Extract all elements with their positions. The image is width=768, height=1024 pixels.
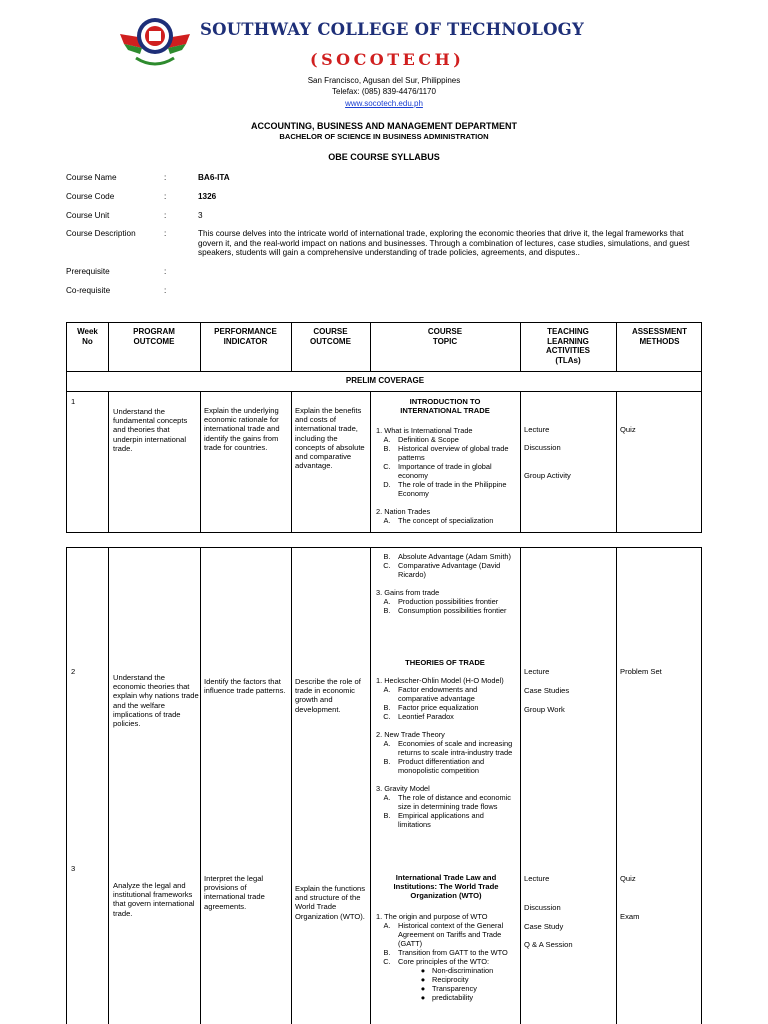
- week-2-topic-list: [376, 676, 518, 829]
- week-1-topic-continued: [376, 552, 518, 615]
- topic-subitem: C. Importance of trade in global economy: [383, 462, 492, 480]
- week-1-tla-discussion: Discussion: [524, 443, 561, 452]
- week-2-course-outcome: Describe the role of trade in economic growth and development.: [295, 677, 361, 714]
- topic-subitem: B. Consumption possibilities frontier: [383, 606, 507, 615]
- topic-subitem: C. Comparative Advantage (David Ricardo): [383, 561, 501, 579]
- document-title: OBE COURSE SYLLABUS: [328, 152, 440, 162]
- colon: :: [164, 229, 167, 238]
- course-code-label: Course Code: [66, 192, 115, 201]
- colon: :: [164, 211, 167, 220]
- topic-subitem: B. Factor price equalization: [383, 703, 479, 712]
- week-2-topic-title: THEORIES OF TRADE: [405, 658, 485, 667]
- topic-subitem: B. Empirical applications and limitations: [383, 811, 484, 829]
- college-logo: [116, 12, 194, 70]
- week-3-topic-title: International Trade Law and Institutions: The World Trade Organization (WTO): [393, 873, 499, 901]
- program-title: BACHELOR OF SCIENCE IN BUSINESS ADMINISTRATION: [279, 132, 489, 141]
- colon: :: [164, 192, 167, 201]
- colon: :: [164, 286, 167, 295]
- header-week: Week No: [77, 327, 98, 346]
- header-performance-indicator: PERFORMANCE INDICATOR: [214, 327, 277, 346]
- week-3-assessment-exam: Exam: [620, 912, 640, 921]
- header-assessment-methods: ASSESSMENT METHODS: [631, 327, 688, 346]
- topic-bullet: ● Reciprocity: [420, 975, 469, 984]
- topic-subitem: A. Historical context of the General Agreement on Tariffs and Trade (GATT): [383, 921, 504, 948]
- week-2-performance-indicator: Identify the factors that influence trade patterns.: [204, 677, 286, 696]
- topic-item: 2. Nation Trades: [376, 507, 431, 516]
- week-1-topic-list: [376, 426, 518, 525]
- syllabus-table-2: [66, 547, 702, 1024]
- week-2-program-outcome: Understand the economic theories that explain why nations trade and the welfare implications of trade policies.: [113, 673, 199, 729]
- header-tlas: TEACHING LEARNING ACTIVITIES (TLAs): [545, 327, 590, 365]
- topic-subitem: B. Product differentiation and monopolistic competition: [383, 757, 485, 775]
- course-unit-label: Course Unit: [66, 211, 110, 220]
- corequisite-label: Co-requisite: [66, 286, 111, 295]
- syllabus-table-1: [66, 322, 702, 533]
- week-3-tla-case-study: Case Study: [524, 922, 564, 931]
- topic-item: 1. Heckscher-Ohlin Model (H-O Model): [376, 676, 504, 685]
- week-3-tla-discussion: Discussion: [524, 903, 561, 912]
- week-3-assessment-quiz: Quiz: [620, 874, 636, 883]
- course-unit-value: 3: [198, 211, 203, 220]
- week-1-performance-indicator: Explain the underlying economic rationale for international trade and identify the gains from trade for countries.: [204, 406, 280, 452]
- week-1-program-outcome: Understand the fundamental concepts and theories that underpin international trade.: [113, 407, 188, 453]
- topic-subitem: D. The role of trade in the Philippine Economy: [383, 480, 507, 498]
- topic-item: 2. New Trade Theory: [376, 730, 445, 739]
- topic-item: 1. The origin and purpose of WTO: [376, 912, 488, 921]
- week-3-course-outcome: Explain the functions and structure of the World Trade Organization (WTO).: [295, 884, 366, 921]
- topic-item: 3. Gravity Model: [376, 784, 430, 793]
- colon: :: [164, 267, 167, 276]
- week-2-assessment: Problem Set: [620, 667, 662, 676]
- week-3-number: 3: [71, 864, 76, 873]
- week-2-tla-group-work: Group Work: [524, 705, 565, 714]
- topic-subitem: C. Core principles of the WTO:: [383, 957, 490, 966]
- header-program-outcome: PROGRAM OUTCOME: [133, 327, 175, 346]
- course-name-label: Course Name: [66, 173, 117, 182]
- topic-subitem: A. Economies of scale and increasing returns to scale intra-industry trade: [383, 739, 513, 757]
- topic-bullet: ● Transparency: [420, 984, 477, 993]
- topic-subitem: A. The concept of specialization: [383, 516, 494, 525]
- week-1-number: 1: [71, 397, 76, 406]
- college-website-link[interactable]: www.socotech.edu.ph: [345, 99, 423, 108]
- week-1-assessment: Quiz: [620, 425, 636, 434]
- topic-bullet: ● predictability: [420, 993, 474, 1002]
- college-name: SOUTHWAY COLLEGE OF TECHNOLOGY: [200, 20, 584, 39]
- topic-subitem: A. The role of distance and economic size in determining trade flows: [383, 793, 511, 811]
- topic-item: 1. What is International Trade: [376, 426, 473, 435]
- week-2-tla-case-studies: Case Studies: [524, 686, 570, 695]
- week-1-tla-group-activity: Group Activity: [524, 471, 571, 480]
- week-2-number: 2: [71, 667, 76, 676]
- topic-item: 3. Gains from trade: [376, 588, 440, 597]
- week-3-tla-qa-session: Q & A Session: [524, 940, 573, 949]
- header-course-topic: COURSE TOPIC: [427, 327, 463, 346]
- week-1-tla-lecture: Lecture: [524, 425, 550, 434]
- college-telefax: Telefax: (085) 839-4476/1170: [332, 87, 436, 96]
- topic-subitem: A. Production possibilities frontier: [383, 597, 499, 606]
- colon: :: [164, 173, 167, 182]
- section-prelim-coverage: PRELIM COVERAGE: [345, 376, 425, 385]
- topic-subitem: C. Leontief Paradox: [383, 712, 454, 721]
- week-3-topic-list: [376, 912, 518, 1002]
- week-2-tla-lecture: Lecture: [524, 667, 550, 676]
- topic-subitem: B. Historical overview of global trade patterns: [383, 444, 509, 462]
- week-1-topic-title: INTRODUCTION TO INTERNATIONAL TRADE: [400, 397, 490, 416]
- course-description-value: This course delves into the intricate world of international trade, exploring the economic theories that drive it, the legal frameworks that govern it, and the real-world impact on nations and businesses. Through a combination of lectures, case studies, simulations, and guest speakers, students will gain a comprehensive understanding of trade policies, agreements, and disputes..: [198, 229, 690, 258]
- department-title: ACCOUNTING, BUSINESS AND MANAGEMENT DEPARTMENT: [250, 121, 517, 131]
- course-code-value: 1326: [198, 192, 217, 201]
- topic-bullet: ● Non-discrimination: [420, 966, 494, 975]
- topic-subitem: A. Definition & Scope: [383, 435, 459, 444]
- header-course-outcome: COURSE OUTCOME: [310, 327, 351, 346]
- college-abbreviation: (SOCOTECH): [310, 50, 465, 69]
- course-name-value: BA6-ITA: [198, 173, 230, 182]
- topic-subitem: B. Absolute Advantage (Adam Smith): [383, 552, 511, 561]
- week-3-performance-indicator: Interpret the legal provisions of international trade agreements.: [204, 874, 265, 911]
- week-3-program-outcome: Analyze the legal and institutional frameworks that govern international trade.: [113, 881, 195, 918]
- prerequisite-label: Prerequisite: [66, 267, 110, 276]
- week-1-course-outcome: Explain the benefits and costs of international trade, including the concepts of absolute and comparative advantage.: [295, 406, 365, 471]
- topic-subitem: A. Factor endowments and comparative advantage: [383, 685, 478, 703]
- topic-subitem: B. Transition from GATT to the WTO: [383, 948, 508, 957]
- college-address: San Francisco, Agusan del Sur, Philippines: [307, 76, 461, 85]
- course-description-label: Course Description: [66, 229, 136, 238]
- week-3-tla-lecture: Lecture: [524, 874, 550, 883]
